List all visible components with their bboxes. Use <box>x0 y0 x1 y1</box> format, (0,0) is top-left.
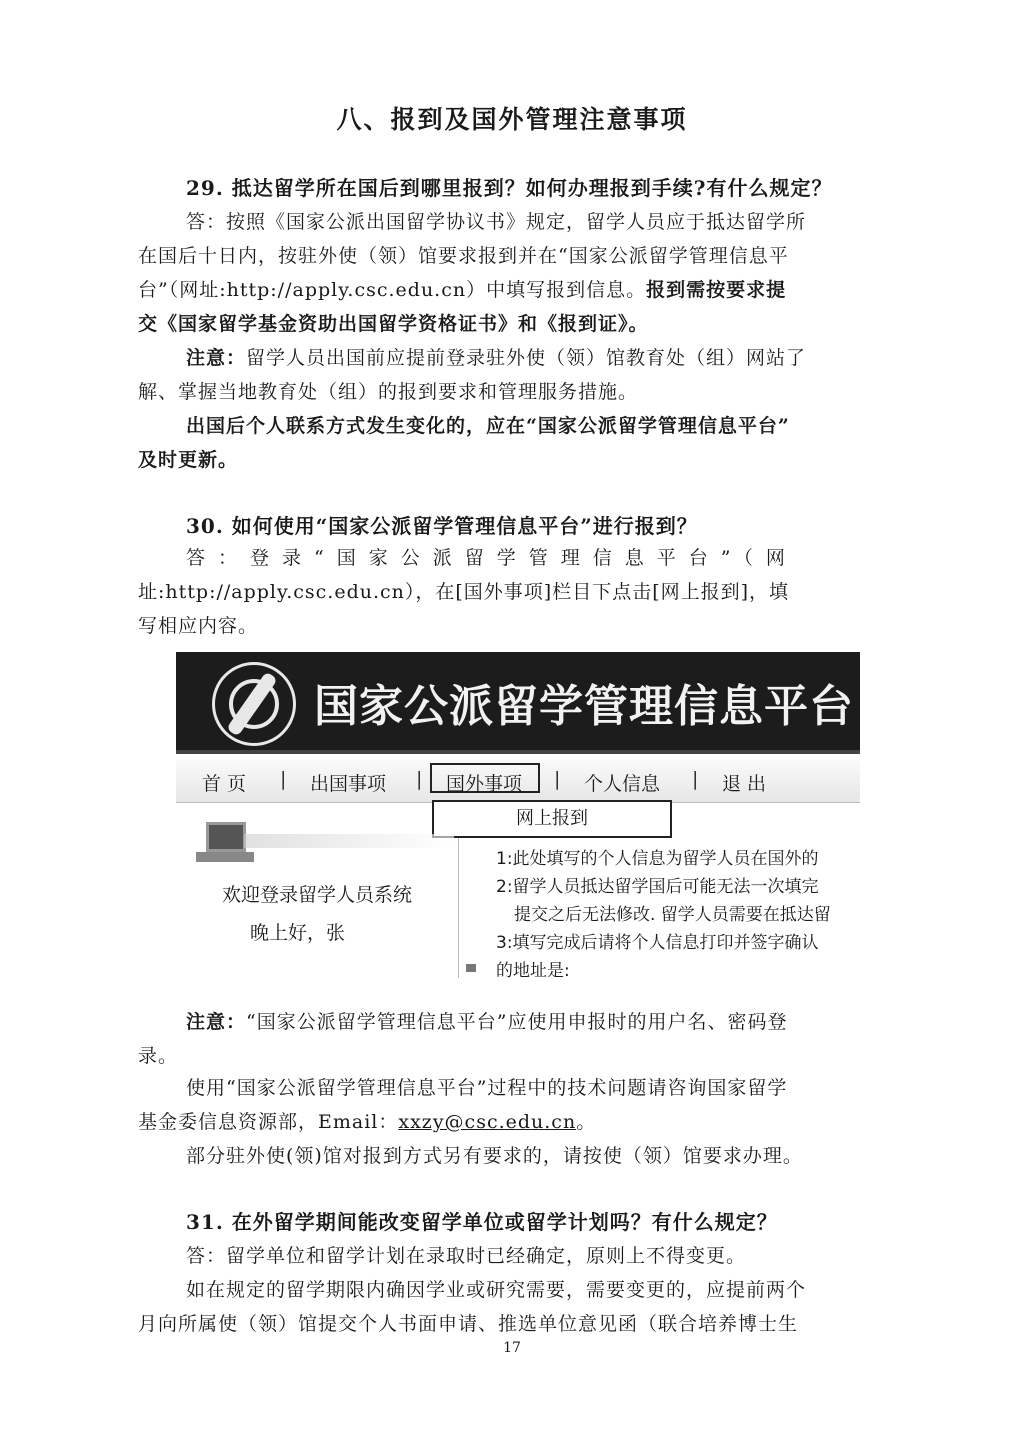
question-30-title: 30. 如何使用“国家公派留学管理信息平台”进行报到？ <box>186 514 698 538</box>
tech-support-line-1: 使用“国家公派留学管理信息平台”过程中的技术问题请咨询国家留学 <box>186 1077 788 1099</box>
section-heading: 八、报到及国外管理注意事项 <box>336 105 688 134</box>
q29-note-label: 注意： <box>186 347 247 369</box>
notice-login-text: “国家公派留学管理信息平台”应使用申报时的用户名、密码登 <box>246 1011 788 1033</box>
q29-line-3-text: 台”（网址:http://apply.csc.edu.cn）中填写报到信息。 <box>138 279 647 301</box>
question-29-title: 29. 抵达留学所在国后到哪里报到？如何办理报到手续?有什么规定？ <box>186 176 833 200</box>
greeting-text: 晚上好，张 <box>250 922 346 944</box>
nav-logout[interactable]: 退 出 <box>722 773 767 795</box>
notice-line-3: 提交之后无法修改. 留学人员需要在抵达留 <box>514 905 831 925</box>
embassy-note: 部分驻外使(领)馆对报到方式另有要求的，请按使（领）馆要求办理。 <box>186 1145 803 1167</box>
nav-personal-info[interactable]: 个人信息 <box>584 773 661 795</box>
q30-line-3: 写相应内容。 <box>138 615 259 637</box>
notice-login <box>186 1004 898 1040</box>
menu-online-report[interactable]: 网上报到 <box>432 800 672 838</box>
platform-banner <box>176 652 860 754</box>
q29-line-6: 解、掌握当地教育处（组）的报到要求和管理服务措施。 <box>138 381 639 403</box>
q31-line-3: 月向所属使（领）馆提交个人书面申请、推选单位意见函（联合培养博士生 <box>138 1313 799 1335</box>
tech-support-prefix: 基金委信息资源部，Email： <box>138 1111 399 1133</box>
q29-line-3-bold: 报到需按要求提 <box>646 279 787 301</box>
platform-title: 国家公派留学管理信息平台 <box>314 681 854 732</box>
support-email-link[interactable]: xxzy@csc.edu.cn <box>398 1111 577 1133</box>
q29-line-1: 答：按照《国家公派出国留学协议书》规定，留学人员应于抵达留学所 <box>186 211 807 233</box>
q31-line-2: 如在规定的留学期限内确因学业或研究需要，需要变更的，应提前两个 <box>186 1279 807 1301</box>
q30-line-1: 答：登录“国家公派留学管理信息平台”（网 <box>186 547 798 569</box>
notice-line-4: 3:填写完成后请将个人信息打印并签字确认 <box>496 933 819 953</box>
q29-line-5-text: 留学人员出国前应提前登录驻外使（领）馆教育处（组）网站了 <box>246 347 807 369</box>
tech-support-suffix: 。 <box>576 1111 597 1133</box>
platform-screenshot <box>176 652 864 987</box>
notice-login-cont: 录。 <box>138 1045 179 1067</box>
csc-logo-icon <box>212 662 296 746</box>
q30-line-2: 址:http://apply.csc.edu.cn），在[国外事项]栏目下点击[网上报到]，填 <box>138 581 790 603</box>
nav-home[interactable]: 首 页 <box>202 773 247 795</box>
q29-line-5 <box>186 340 898 376</box>
notice-line-5: 的地址是: <box>496 961 570 981</box>
notice-label: 注意： <box>186 1011 247 1033</box>
nav-abroad[interactable]: 国外事项 <box>446 773 523 795</box>
q29-line-3 <box>138 272 898 308</box>
nav-departure[interactable]: 出国事项 <box>310 773 387 795</box>
q29-line-4: 交《国家留学基金资助出国留学资格证书》和《报到证》。 <box>138 313 649 335</box>
welcome-text: 欢迎登录留学人员系统 <box>222 884 413 906</box>
notice-line-2: 2:留学人员抵达留学国后可能无法一次填完 <box>496 877 819 897</box>
tech-support-line-2 <box>138 1104 898 1140</box>
question-31-title: 31. 在外留学期间能改变留学单位或留学计划吗？有什么规定？ <box>186 1210 778 1234</box>
q29-line-8: 及时更新。 <box>138 449 239 471</box>
bullet-icon <box>466 964 476 972</box>
notice-line-1: 1:此处填写的个人信息为留学人员在国外的 <box>496 849 819 869</box>
q29-line-2: 在国后十日内，按驻外使（领）馆要求报到并在“国家公派留学管理信息平 <box>138 245 789 267</box>
q31-line-1: 答：留学单位和留学计划在录取时已经确定，原则上不得变更。 <box>186 1245 747 1267</box>
q29-line-7: 出国后个人联系方式发生变化的，应在“国家公派留学管理信息平台” <box>186 415 790 437</box>
page-number: 17 <box>503 1340 521 1356</box>
platform-nav: 首 页 | 出国事项 | 国外事项 | 个人信息 | 退 出 <box>176 760 860 803</box>
